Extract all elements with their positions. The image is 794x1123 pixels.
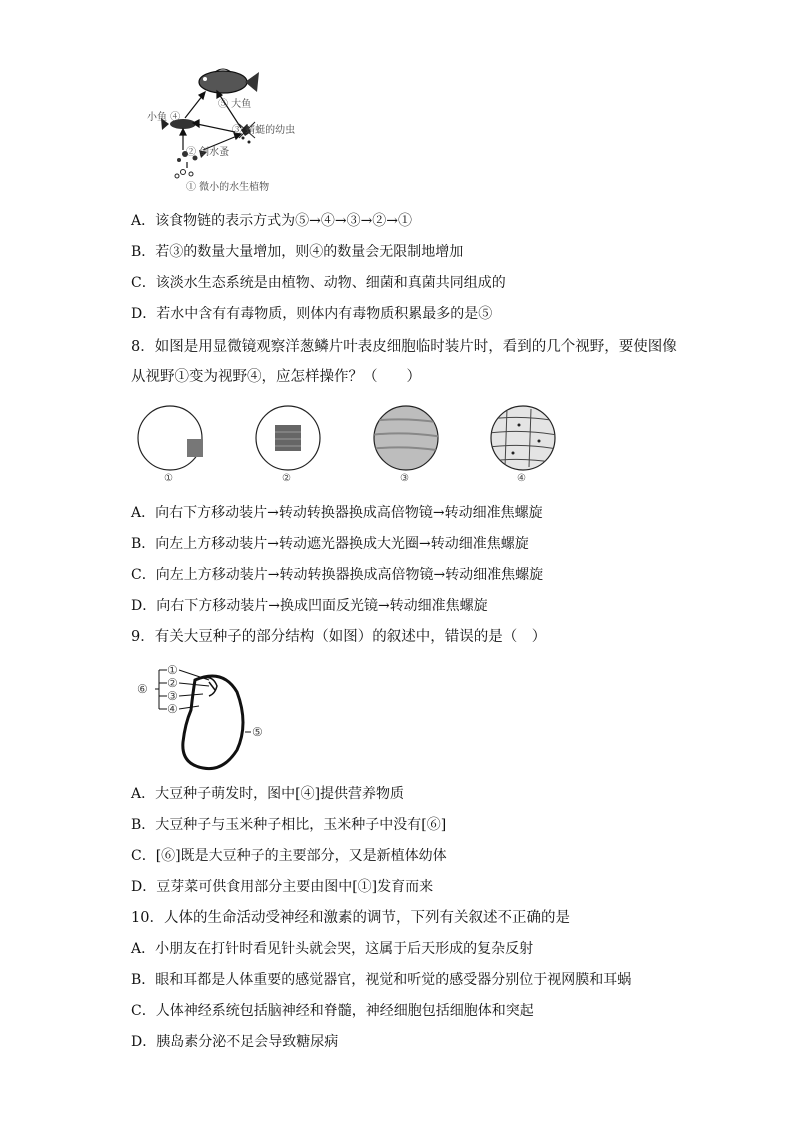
q8-option-c: C．向左上方移动装片→转动转换器换成高倍物镜→转动细准焦螺旋 [131, 567, 544, 583]
seed-label-6: ⑥ [137, 682, 148, 696]
seed-label-5: ⑤ [252, 725, 263, 739]
q9-option-d: D．豆芽菜可供食用部分主要由图中[①]发育而来 [131, 879, 434, 895]
q10-option-d: D．胰岛素分泌不足会导致糖尿病 [131, 1034, 339, 1050]
water-flea-label: ② 剑水蚤 [186, 147, 230, 158]
view-1 [138, 406, 203, 470]
q9-stem: 9．有关大豆种子的部分结构（如图）的叙述中，错误的是（ ） [131, 629, 547, 645]
seed-label-1: ① [167, 663, 178, 677]
q8-stem-line2: 从视野①变为视野④，应怎样操作？（ ） [131, 369, 421, 385]
q7-option-a: A．该食物链的表示方式为⑤→④→③→②→① [131, 213, 413, 229]
q9-option-b: B．大豆种子与玉米种子相比，玉米种子中没有[⑥] [131, 817, 447, 833]
q10-option-a: A．小朋友在打针时看见针头就会哭，这属于后天形成的复杂反射 [131, 941, 534, 957]
view-2-label: ② [282, 473, 291, 484]
small-fish-label: 小鱼 ④ [147, 112, 181, 123]
big-fish-drawing [199, 69, 259, 93]
q9-option-a: A．大豆种子萌发时，图中[④]提供营养物质 [131, 786, 405, 802]
q7-option-d: D．若水中含有有毒物质，则体内有毒物质积累最多的是⑤ [131, 306, 493, 322]
view-3-label: ③ [400, 473, 409, 484]
q10-option-c: C．人体神经系统包括脑神经和脊髓，神经细胞包括细胞体和突起 [131, 1003, 534, 1019]
q10-stem: 10．人体的生命活动受神经和激素的调节，下列有关叙述不正确的是 [131, 910, 570, 926]
larva-label: ③ 蜻蜓的幼虫 [232, 125, 296, 136]
view-4 [489, 406, 557, 470]
view-1-label: ① [164, 473, 173, 484]
q8-option-b: B．向左上方移动装片→转动遮光器换成大光圈→转动细准焦螺旋 [131, 536, 529, 552]
big-fish-label: ⑤ 大鱼 [218, 99, 252, 110]
view-3 [370, 406, 443, 470]
q8-option-d: D．向右下方移动装片→换成凹面反光镜→转动细准焦螺旋 [131, 598, 488, 614]
q7-option-b: B．若③的数量大量增加，则④的数量会无限制地增加 [131, 244, 464, 260]
q10-option-b: B．眼和耳都是人体重要的感觉器官，视觉和听觉的感受器分别位于视网膜和耳蜗 [131, 972, 632, 988]
view-4-label: ④ [517, 473, 526, 484]
q7-option-c: C．该淡水生态系统是由植物、动物、细菌和真菌共同组成的 [131, 275, 506, 291]
seed-label-2: ② [167, 676, 178, 690]
seed-label-3: ③ [167, 689, 178, 703]
view-2 [256, 406, 320, 470]
seed-label-4: ④ [167, 702, 178, 716]
q8-option-a: A．向右下方移动装片→转动转换器换成高倍物镜→转动细准焦螺旋 [131, 505, 543, 521]
q9-option-c: C．[⑥]既是大豆种子的主要部分，又是新植体幼体 [131, 848, 447, 864]
soybean-seed-figure [133, 662, 273, 774]
plant-label: ① 微小的水生植物 [186, 182, 270, 193]
microscope-views-figure [135, 405, 560, 480]
q8-stem-line1: 8．如图是用显微镜观察洋葱鳞片叶表皮细胞临时装片时，看到的几个视野，要使图像 [131, 339, 677, 355]
